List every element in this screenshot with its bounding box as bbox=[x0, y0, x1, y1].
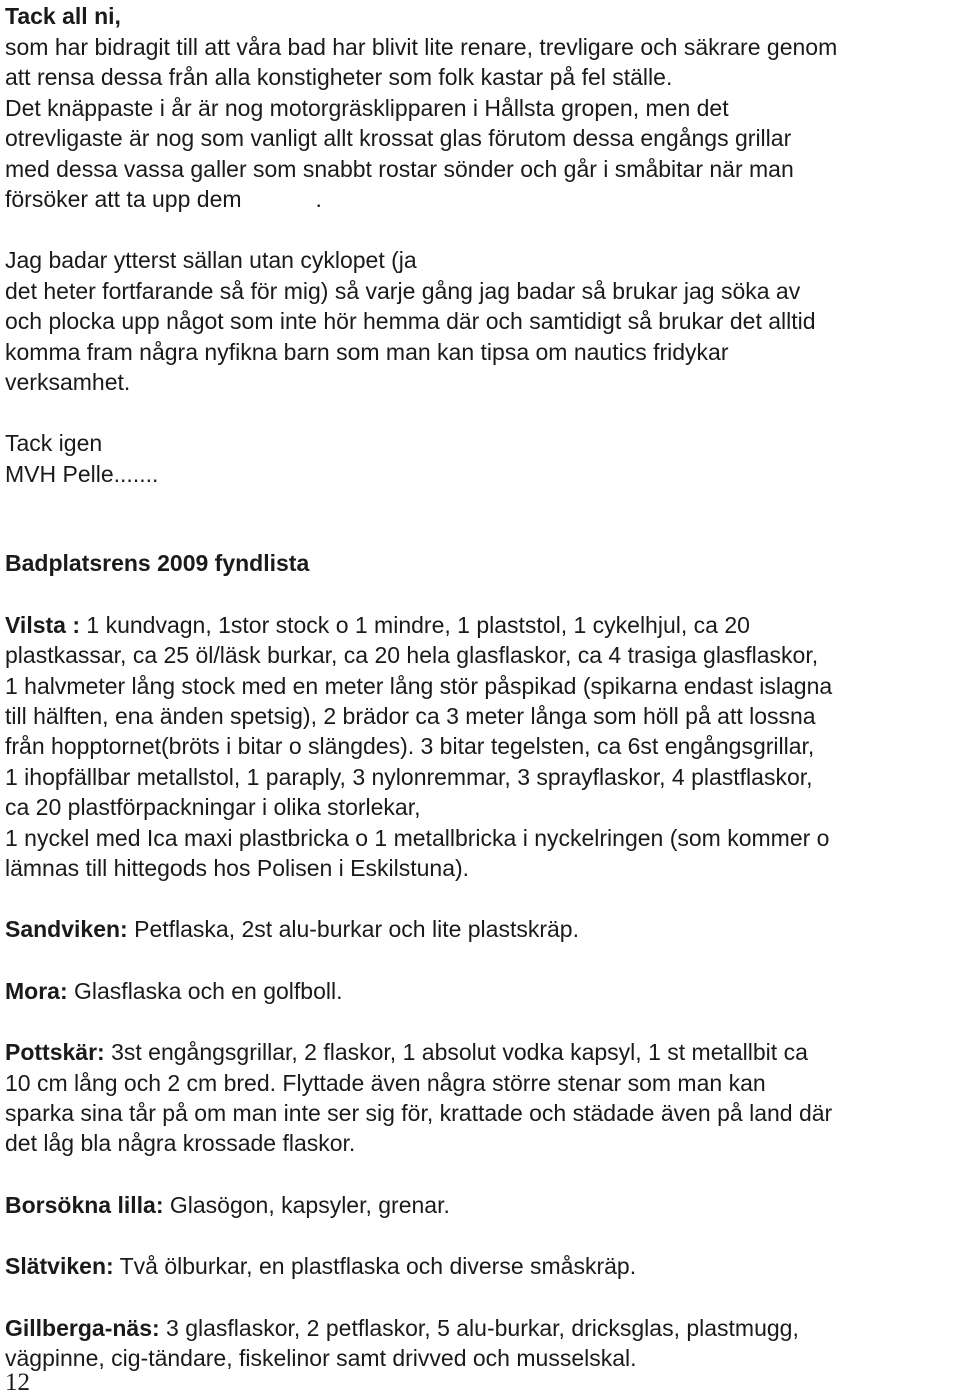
entry-line: till hälften, ena änden spetsig), 2 brädor ca 3 meter långa som höll på att lossna bbox=[5, 702, 816, 729]
letter-line: verksamhet. bbox=[5, 369, 131, 396]
entry-slatviken bbox=[5, 1251, 957, 1281]
section-gap bbox=[5, 1006, 957, 1037]
entry-text: Glasflaska och en golfboll. bbox=[67, 977, 343, 1004]
entry-vilsta bbox=[5, 610, 957, 640]
entry-label: Borsökna lilla: bbox=[5, 1191, 164, 1218]
entry-label: Mora: bbox=[5, 977, 68, 1004]
entry-pottskar bbox=[5, 1037, 957, 1067]
entry-borsokna bbox=[5, 1190, 957, 1220]
entry-line: från hopptornet(bröts i bitar o slängdes). 3 bitar tegelsten, ca 6st engångsgrillar, bbox=[5, 733, 815, 760]
section-gap bbox=[5, 883, 957, 914]
entry-label: Sandviken: bbox=[5, 916, 128, 943]
entry-label: Gillberga-näs: bbox=[5, 1314, 160, 1341]
entry-text: Glasögon, kapsyler, grenar. bbox=[163, 1191, 450, 1218]
entry-sandviken bbox=[5, 914, 957, 944]
letter-text: försöker att ta upp dem bbox=[5, 186, 242, 213]
letter-line: komma fram några nyfikna barn som man kan tipsa om nautics fridykar bbox=[5, 338, 729, 365]
section-gap bbox=[5, 1282, 957, 1313]
section-gap bbox=[5, 579, 957, 610]
entry-line: lämnas till hittegods hos Polisen i Eskilstuna). bbox=[5, 854, 470, 881]
entry-text: 3 glasflaskor, 2 petflaskor, 5 alu-burkar, dricksglas, plastmugg, bbox=[159, 1314, 799, 1341]
letter-line: det heter fortfarande så för mig) så varje gång jag badar så brukar jag söka av bbox=[5, 277, 801, 304]
entry-line: 1 ihopfällbar metallstol, 1 paraply, 3 nylonremmar, 3 sprayflaskor, 4 plastflaskor, bbox=[5, 763, 813, 790]
section-gap bbox=[5, 1220, 957, 1251]
section-gap bbox=[5, 1159, 957, 1190]
entry-mora bbox=[5, 976, 957, 1006]
letter-line: Det knäppaste i år är nog motorgräsklipparen i Hållsta gropen, men det bbox=[5, 94, 729, 121]
page-number: 12 bbox=[5, 1369, 30, 1396]
paragraph-gap bbox=[5, 397, 957, 428]
closing-thanks: Tack igen bbox=[5, 430, 103, 457]
entry-line: 10 cm lång och 2 cm bred. Flyttade även några större stenar som man kan bbox=[5, 1069, 766, 1096]
letter-text-end: . bbox=[315, 186, 322, 213]
entry-label: Pottskär: bbox=[5, 1039, 105, 1066]
letter-line: Jag badar ytterst sällan utan cyklopet (ja bbox=[5, 247, 417, 274]
letter-line: som har bidragit till att våra bad har blivit lite renare, trevligare och säkrare genom bbox=[5, 34, 838, 60]
letter-line-last bbox=[5, 184, 957, 214]
entry-label: Slätviken: bbox=[5, 1253, 114, 1280]
entry-line: sparka sina tår på om man inte ser sig för, krattade och städade även på land där bbox=[5, 1099, 833, 1126]
letter-line: och plocka upp något som inte hör hemma där och samtidigt så brukar det alltid bbox=[5, 308, 816, 335]
section-gap bbox=[5, 489, 957, 548]
entry-line: vägpinne, cig-tändare, fiskelinor samt drivved och musselskal. bbox=[5, 1345, 637, 1371]
paragraph-gap bbox=[5, 214, 957, 245]
section-gap bbox=[5, 945, 957, 976]
entry-line: plastkassar, ca 25 öl/läsk burkar, ca 20 hela glasflaskor, ca 4 trasiga glasflaskor, bbox=[5, 642, 819, 669]
entry-label: Vilsta : bbox=[5, 611, 80, 638]
entry-gillberga bbox=[5, 1313, 957, 1343]
entry-line: det låg bla några krossade flaskor. bbox=[5, 1130, 356, 1157]
entry-text: 1 kundvagn, 1stor stock o 1 mindre, 1 plaststol, 1 cykelhjul, ca 20 bbox=[80, 611, 750, 638]
entry-text: Petflaska, 2st alu-burkar och lite plastskräp. bbox=[127, 916, 579, 943]
entry-text: Två ölburkar, en plastflaska och diverse småskräp. bbox=[113, 1253, 637, 1280]
document-page bbox=[5, 0, 957, 1373]
entry-text: 3st engångsgrillar, 2 flaskor, 1 absolut vodka kapsyl, 1 st metallbit ca bbox=[104, 1039, 808, 1066]
entry-line: 1 nyckel med Ica maxi plastbricka o 1 metallbricka i nyckelringen (som kommer o bbox=[5, 824, 830, 851]
letter-line: med dessa vassa galler som snabbt rostar sönder och går i småbitar när man bbox=[5, 155, 794, 182]
entry-line: ca 20 plastförpackningar i olika storlekar, bbox=[5, 794, 421, 821]
signature: MVH Pelle....... bbox=[5, 460, 159, 487]
entry-line: 1 halvmeter lång stock med en meter lång stör påspikad (spikarna endast islagna bbox=[5, 672, 833, 699]
greeting-heading: Tack all ni, bbox=[5, 3, 121, 29]
letter-line: att rensa dessa från alla konstigheter som folk kastar på fel ställe. bbox=[5, 64, 673, 91]
letter-line: otrevligaste är nog som vanligt allt krossat glas förutom dessa engångs grillar bbox=[5, 125, 792, 152]
list-title: Badplatsrens 2009 fyndlista bbox=[5, 550, 310, 577]
